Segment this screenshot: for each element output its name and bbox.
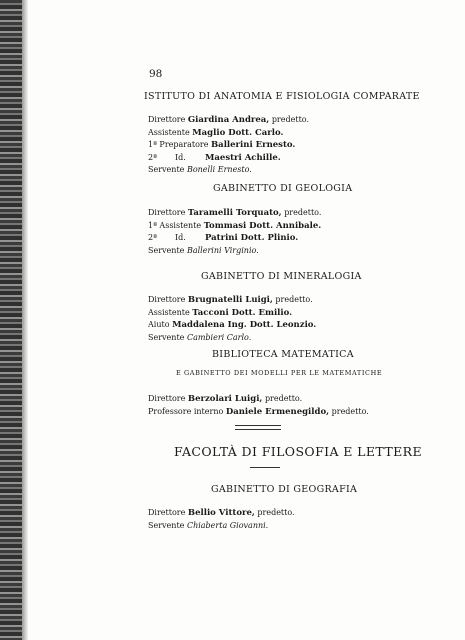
faculty-heading: FACOLTÀ DI FILOSOFIA E LETTERE	[174, 444, 422, 459]
section-list-geografia	[148, 507, 448, 532]
list-item: Direttore Taramelli Torquato, predetto.	[148, 208, 322, 218]
list-item: 2ª Id. Maestri Achille.	[148, 152, 281, 163]
list-item: 2ª Id. Patrini Dott. Plinio.	[148, 233, 299, 243]
section-list-mineralogia	[148, 294, 448, 344]
list-item: Assistente Tacconi Dott. Emilio.	[148, 307, 293, 318]
list-item: Direttore Bellio Vittore, predetto.	[148, 508, 295, 518]
section-heading-geologia: GABINETTO DI GEOLOGIA	[213, 183, 353, 194]
section-list-biblioteca	[148, 393, 448, 418]
list-item: 1ª Assistente Tommasi Dott. Annibale.	[148, 220, 322, 231]
section-subheading-biblioteca: E GABINETTO DEI MODELLI PER LE MATEMATICHE	[176, 369, 383, 377]
list-item: Servente Cambieri Carlo.	[148, 332, 252, 342]
section-heading-biblioteca: BIBLIOTECA MATEMATICA	[212, 349, 354, 360]
list-item: Direttore Berzolari Luigi, predetto.	[148, 394, 303, 404]
list-item: Servente Ballerini Virginio.	[148, 245, 259, 255]
section-list-anatomia	[148, 114, 448, 177]
list-item: Assistente Maglio Dott. Carlo.	[148, 127, 284, 138]
list-item: Servente Bonelli Ernesto.	[148, 165, 252, 174]
section-divider	[250, 467, 280, 468]
list-item: Servente Chiaberta Giovanni.	[148, 520, 269, 530]
list-item: Direttore Brugnatelli Luigi, predetto.	[148, 295, 313, 305]
section-heading-geografia: GABINETTO DI GEOGRAFIA	[211, 484, 358, 495]
list-item: Direttore Giardina Andrea, predetto.	[148, 115, 309, 125]
section-heading-anatomia: ISTITUTO DI ANATOMIA E FISIOLOGIA COMPARATE	[144, 91, 420, 102]
list-item: Aiuto Maddalena Ing. Dott. Leonzio.	[148, 320, 317, 330]
section-list-geologia	[148, 207, 448, 257]
page-number: 98	[149, 68, 163, 80]
list-item: Professore interno Daniele Ermenegildo, predetto.	[148, 406, 369, 417]
section-divider-double	[235, 425, 281, 430]
section-heading-mineralogia: GABINETTO DI MINERALOGIA	[201, 271, 362, 282]
list-item: 1ª Preparatore Ballerini Ernesto.	[148, 140, 296, 150]
